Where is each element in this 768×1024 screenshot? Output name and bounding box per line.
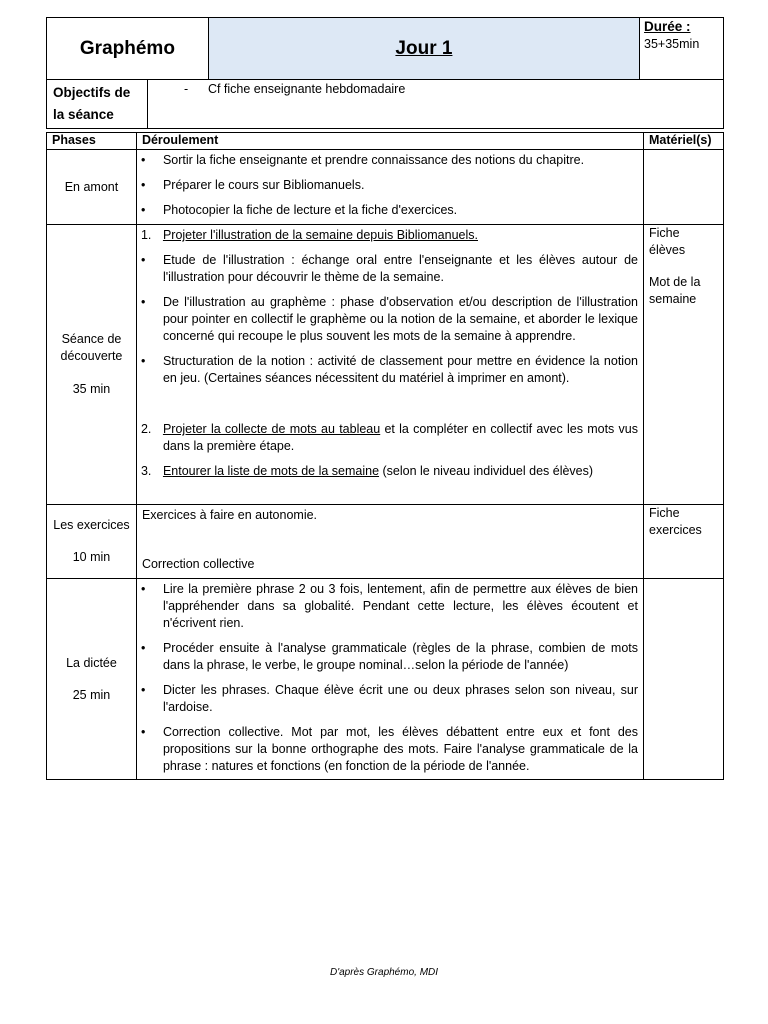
phase-dictee [47, 579, 137, 780]
row-seance-decouverte [47, 225, 724, 505]
numbered-item [141, 227, 638, 244]
material-text: Fiche [649, 506, 680, 520]
material-text: Fiche [649, 226, 680, 240]
document-title: Graphémo [47, 18, 209, 80]
bullet-icon: • [140, 354, 146, 368]
list-item [141, 252, 638, 286]
bullet-icon: • [140, 153, 146, 167]
row-exercices [47, 505, 724, 579]
item-rest-text: (selon le niveau individuel des élèves) [379, 464, 594, 478]
phase-label: La dictée [66, 655, 117, 670]
objectives-text-cell [147, 80, 723, 129]
list-item [141, 202, 638, 219]
phase-time: 10 min [72, 550, 111, 564]
deroulement-en-amont [136, 150, 643, 225]
row-en-amont [47, 150, 724, 225]
list-item-text: Photocopier la fiche de lecture et la fiche d'exercices. [162, 203, 458, 217]
numbered-item [141, 421, 638, 455]
materiel-dictee [644, 579, 724, 780]
header-phases: Phases [47, 133, 137, 150]
list-item [141, 152, 638, 169]
underlined-text: Entourer la liste de mots de la semaine [162, 464, 380, 478]
list-item [141, 294, 638, 345]
row-dictee [47, 579, 724, 780]
objectives-table [46, 79, 724, 129]
list-item [141, 581, 638, 632]
list-item [141, 353, 638, 387]
item-number: 2. [140, 422, 152, 436]
deroulement-exercices [136, 505, 643, 579]
list-item-text: Correction collective. Mot par mot, les élèves débattent entre eux et font des propositions sur la bonne orthographe des mots. Faire l'analyse grammaticale de la phrase : natures et fonctions (en fonction de la période de l'année. [162, 725, 638, 773]
numbered-item-text [163, 463, 638, 480]
footer-credit: D'après Graphémo, MDI [329, 967, 439, 978]
phase-time: 25 min [72, 687, 111, 702]
header-deroulement: Déroulement [136, 133, 643, 150]
list-item-text: Etude de l'illustration : échange oral entre l'enseignante et les élèves autour de l'illustration pour découvrir le thème de la semaine. [162, 253, 638, 284]
list-item [141, 640, 638, 674]
materiel-en-amont [644, 150, 724, 225]
deroulement-dictee [136, 579, 643, 780]
list-item-text: Lire la première phrase 2 ou 3 fois, lentement, afin de permettre aux élèves de bien l'appréhender dans sa globalité. Pendant cette lecture, les élèves écoutent et n'écrivent rien. [162, 582, 638, 630]
exercise-text: Exercices à faire en autonomie. [141, 508, 318, 522]
phase-label: En amont [64, 179, 119, 194]
phase-label: Les exercices [53, 518, 130, 532]
deroulement-decouverte [136, 225, 643, 505]
bullet-icon: • [140, 582, 146, 596]
numbered-item-text [163, 421, 638, 455]
bullet-icon: • [140, 683, 146, 697]
materiel-decouverte [644, 225, 724, 505]
list-item [141, 724, 638, 775]
exercise-text: Correction collective [141, 557, 255, 571]
phase-time: 35 min [72, 382, 111, 396]
lesson-table [46, 132, 724, 780]
phase-decouverte [47, 225, 137, 505]
phase-en-amont [47, 150, 137, 225]
objectives-label-line1: Objectifs de [53, 85, 131, 100]
duration-value: 35+35min [644, 37, 700, 51]
objectives-label-line2: la séance [53, 107, 114, 122]
duration-label: Durée : [644, 19, 691, 34]
bullet-icon: • [140, 178, 146, 192]
list-item-text: Préparer le cours sur Bibliomanuels. [162, 178, 365, 192]
objectives-text: Cf fiche enseignante hebdomadaire [207, 82, 406, 96]
header-table [46, 17, 724, 80]
phase-label-line2: découverte [60, 349, 123, 363]
list-item [141, 177, 638, 194]
list-item [141, 682, 638, 716]
phase-exercices [47, 505, 137, 579]
material-text: Mot de la [649, 275, 701, 289]
objectives-dash: - [183, 82, 189, 96]
list-item-text: Dicter les phrases. Chaque élève écrit une ou deux phrases selon son niveau, sur l'ardoise. [162, 683, 638, 714]
list-item-text: Procéder ensuite à l'analyse grammaticale (règles de la phrase, combien de mots dans la phrase, le verbe, le groupe nominal…selon la période de l'année) [162, 641, 638, 672]
list-item-text: De l'illustration au graphème : phase d'observation et/ou description de l'illustration pour pointer en collectif le graphème ou la notion de la semaine, et aborder le lexique concerné qui recoupe le plus souvent les mots de la semaine à apprendre. [162, 295, 638, 343]
materiel-exercices [644, 505, 724, 579]
bullet-icon: • [140, 295, 146, 309]
underlined-text: Projeter la collecte de mots au tableau [162, 422, 381, 436]
item-number: 3. [140, 464, 152, 478]
numbered-item [141, 463, 638, 480]
day-title: Jour 1 [208, 18, 639, 80]
numbered-item-text: Projeter l'illustration de la semaine depuis Bibliomanuels. [162, 228, 478, 242]
bullet-icon: • [140, 203, 146, 217]
bullet-icon: • [140, 725, 146, 739]
bullet-icon: • [140, 641, 146, 655]
item-rest-text: et la compléter en collectif avec les mots vus dans la première étape. [162, 422, 638, 453]
objectives-label [47, 80, 148, 129]
phase-label-line1: Séance de [61, 332, 122, 346]
item-number: 1. [140, 228, 152, 242]
header-materiel: Matériel(s) [644, 133, 724, 150]
list-item-text: Sortir la fiche enseignante et prendre connaissance des notions du chapitre. [162, 153, 585, 167]
bullet-icon: • [140, 253, 146, 267]
duration-cell [640, 18, 724, 80]
material-text: élèves [649, 243, 686, 257]
material-text: exercices [649, 523, 702, 537]
material-text: semaine [649, 292, 697, 306]
list-item-text: Structuration de la notion : activité de classement pour mettre en évidence la notion en jeu. (Certaines séances nécessitent du matériel à imprimer en amont). [162, 354, 638, 385]
